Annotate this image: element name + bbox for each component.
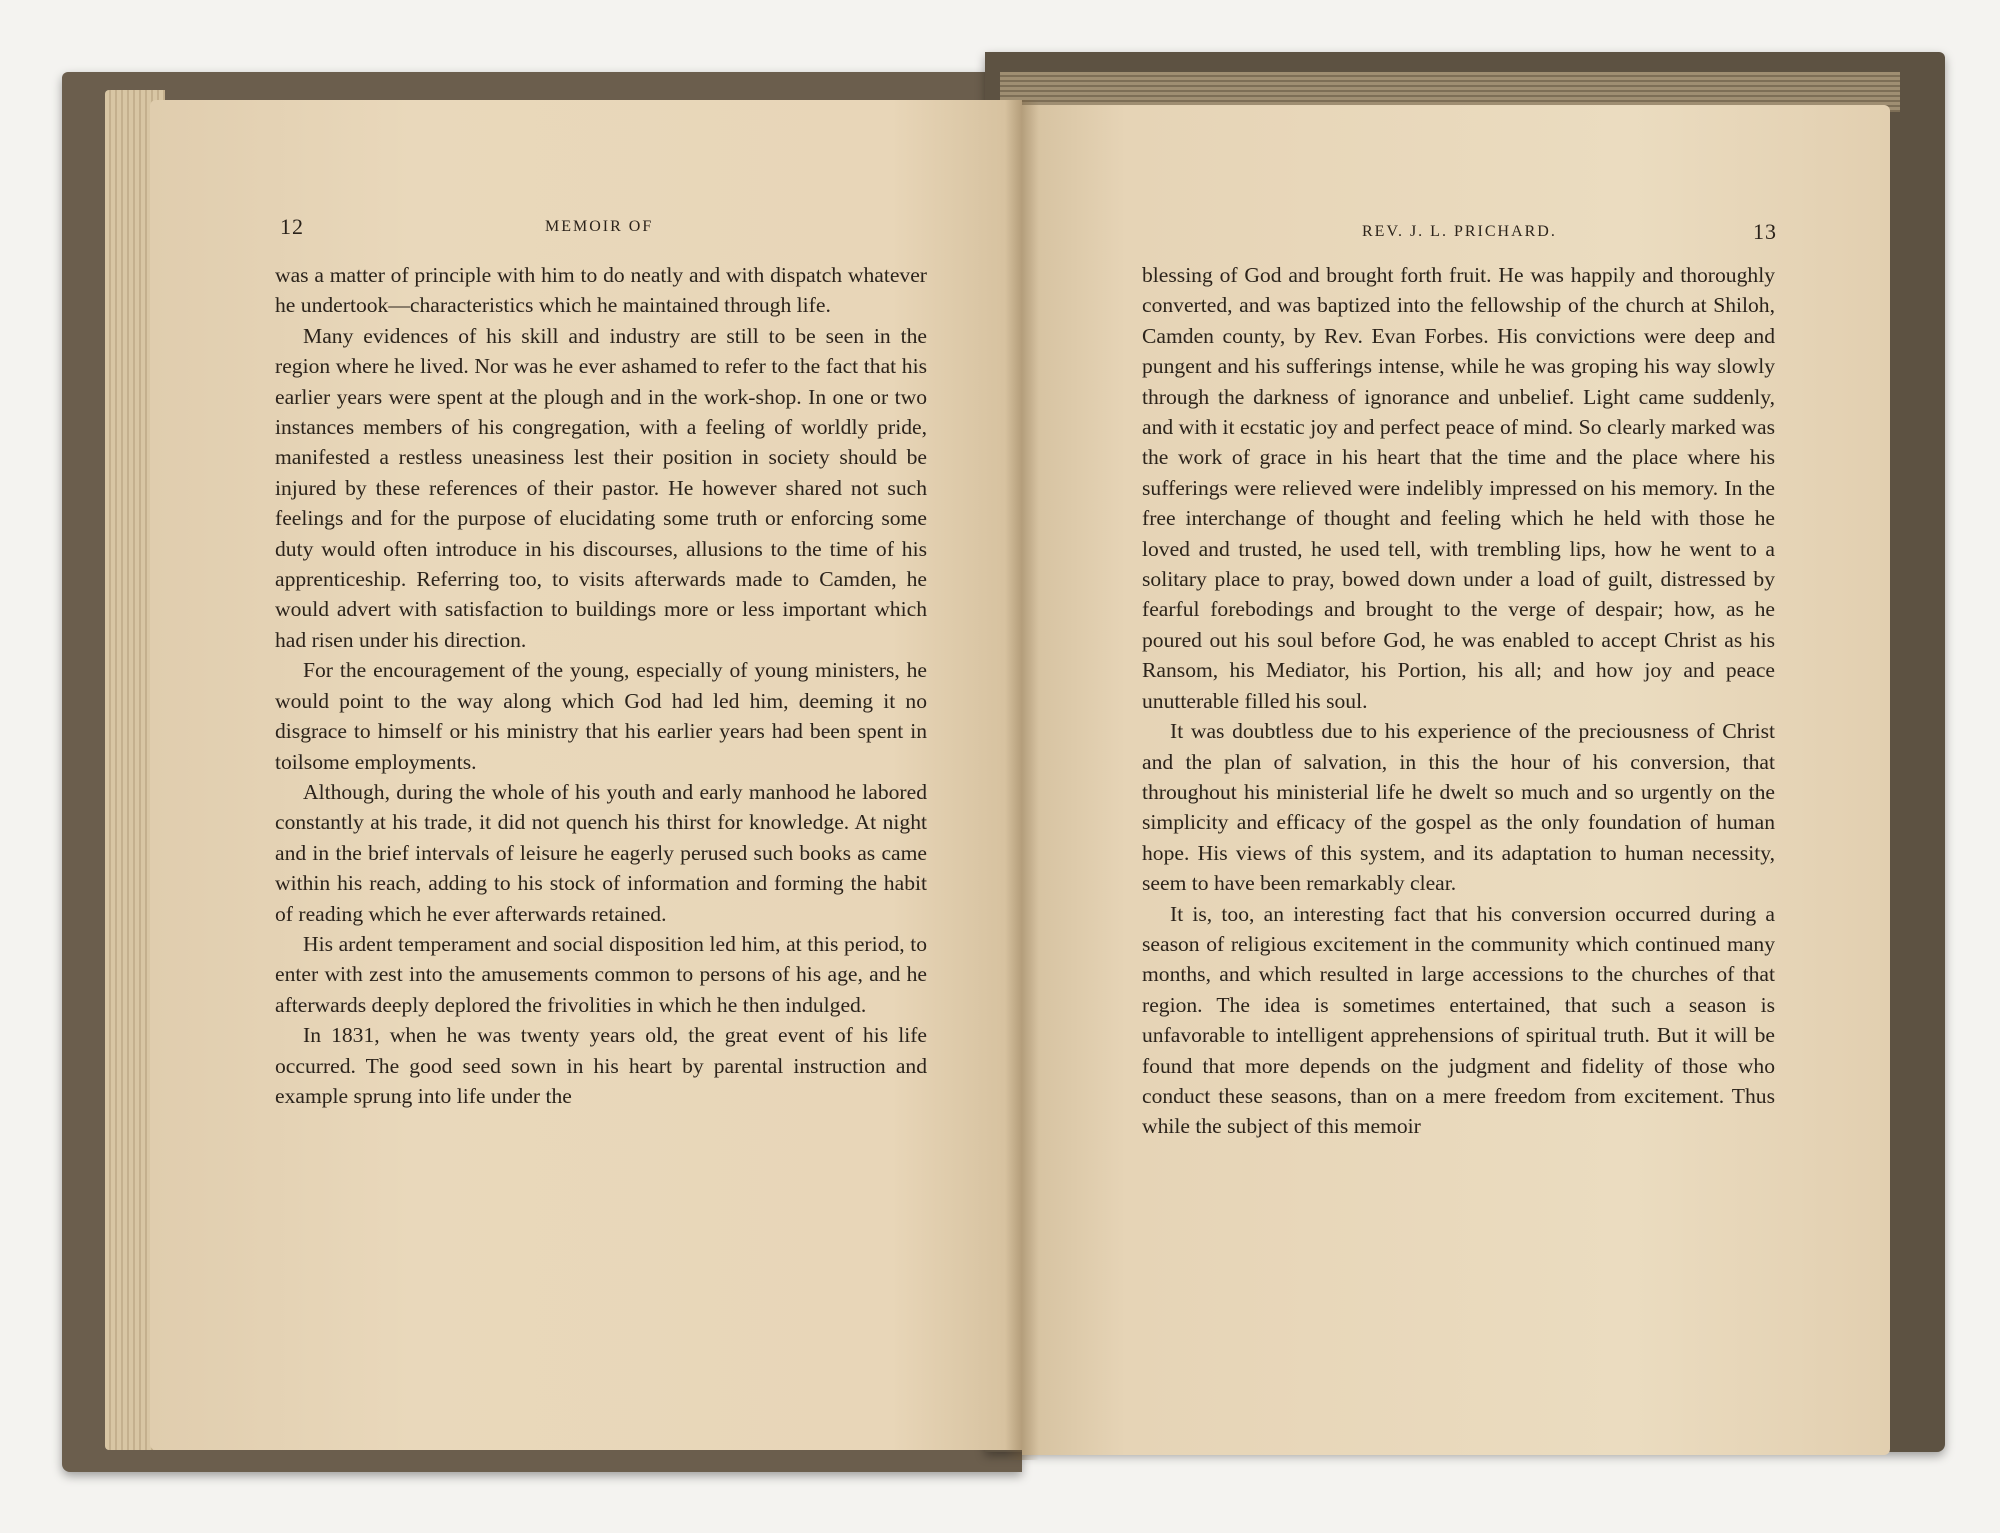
left-page (150, 100, 1022, 1450)
left-running-head (150, 214, 1022, 248)
book-gutter (1005, 100, 1039, 1460)
paragraph: was a matter of principle with him to do neatly and with dispatch whatever he undertook—characteristics which he maintained through life. (275, 263, 927, 318)
right-running-title: REV. J. L. PRICHARD. (1362, 223, 1557, 240)
paragraph: His ardent temperament and social disposition led him, at this period, to enter with zest into the amusements common to persons of his age, and he afterwards deeply deplored the frivolities in which he then indulged. (275, 931, 927, 1017)
left-page-number: 12 (280, 214, 304, 239)
left-page-text (275, 260, 927, 1111)
right-page-text (1142, 260, 1775, 1142)
paragraph: For the encouragement of the young, especially of young ministers, he would point to the way along which God had led him, deeming it no disgrace to himself or his ministry that his earlier years had been spent in toilsome employments. (275, 658, 927, 774)
left-running-title: MEMOIR OF (545, 218, 654, 235)
right-page (1022, 105, 1890, 1455)
paragraph: In 1831, when he was twenty years old, the great event of his life occurred. The good seed sown in his heart by parental instruction and example sprung into life under the (275, 1023, 927, 1108)
paragraph: Many evidences of his skill and industry are still to be seen in the region where he lived. Nor was he ever ashamed to refer to the fact that his earlier years were spent at the plough and in the work-shop. In one or two instances members of his congregation, with a feeling of worldly pride, manifested a restless uneasiness lest their position in society should be injured by these references of their pastor. He however shared not such feelings and for the purpose of elucidating some truth or enforcing some duty would often introduce in his discourses, allusions to the time of his apprenticeship. Referring too, to visits afterwards made to Camden, he would advert with satisfaction to buildings more or less important which had risen under his direction. (275, 323, 927, 652)
paragraph: It was doubtless due to his experience of the preciousness of Christ and the plan of salvation, in this the hour of his conversion, that throughout his ministerial life he dwelt so much and so urgently on the simplicity and efficacy of the gospel as the only foundation of human hope. His views of this system, and its adaptation to human necessity, seem to have been remarkably clear. (1142, 719, 1775, 896)
right-running-head (1022, 219, 1890, 253)
paragraph: blessing of God and brought forth fruit. He was happily and thoroughly converted, and was baptized into the fellowship of the church at Shiloh, Camden county, by Rev. Evan Forbes. His convictions were deep and pungent and his sufferings intense, while he was groping his way slowly through the darkness of ignorance and unbelief. Light came suddenly, and with it ecstatic joy and perfect peace of mind. So clearly marked was the work of grace in his heart that the time and the place where his sufferings were relieved were indelibly impressed on his memory. In the free interchange of thought and feeling which he held with those he loved and trusted, he used tell, with trembling lips, how he went to a solitary place to pray, bowed down under a load of guilt, distressed by fearful forebodings and brought to the verge of despair; how, as he poured out his soul before God, he was enabled to accept Christ as his Ransom, his Mediator, his Portion, his all; and how joy and peace unutterable filled his soul. (1142, 263, 1775, 713)
right-page-number: 13 (1753, 219, 1777, 244)
paragraph: It is, too, an interesting fact that his conversion occurred during a season of religious excitement in the community which continued many months, and which resulted in large accessions to the churches of that region. The idea is sometimes entertained, that such a season is unfavorable to intelligent apprehensions of spiritual truth. But it will be found that more depends on the judgment and fidelity of those who conduct these seasons, than on a mere freedom from excitement. Thus while the subject of this memoir (1142, 901, 1775, 1139)
paragraph: Although, during the whole of his youth and early manhood he labored constantly at his trade, it did not quench his thirst for knowledge. At night and in the brief intervals of leisure he eagerly perused such books as came within his reach, adding to his stock of information and forming the habit of reading which he ever afterwards retained. (275, 779, 927, 926)
